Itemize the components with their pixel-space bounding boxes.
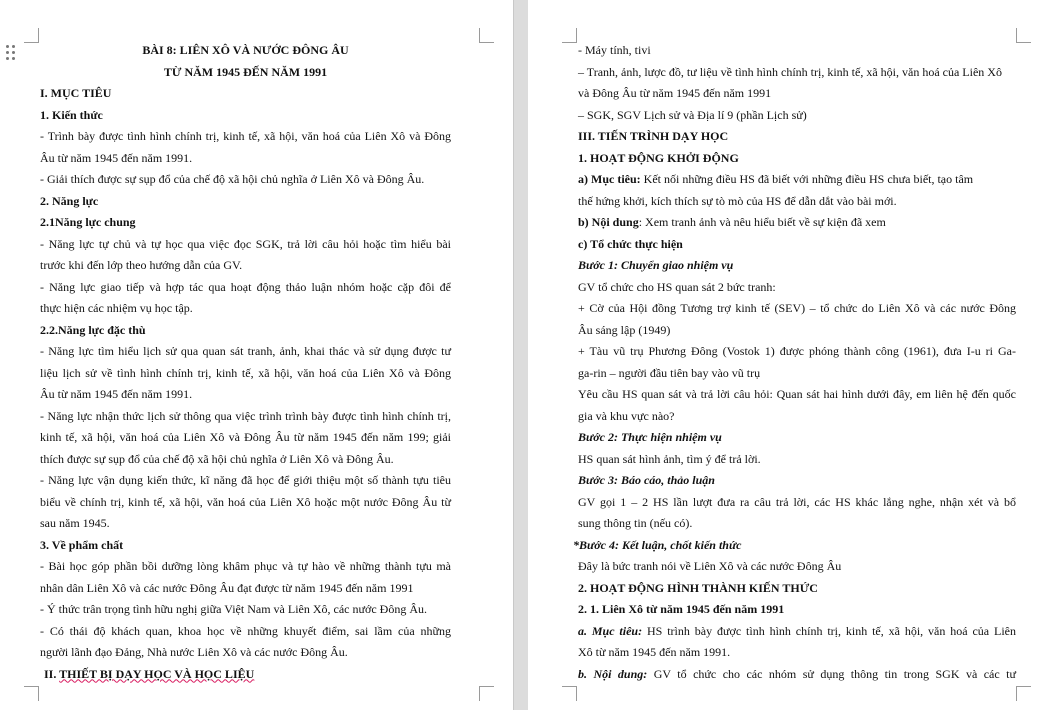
crop-mark-bottom-right [1016,686,1031,701]
section-number: II. [44,666,60,681]
text-line: thế hứng khởi, kích thích sự tò mò của HS để dẫn dắt vào bài mới. [578,193,897,208]
text-line: - Năng lực tìm hiểu lịch sử qua quan sát tranh, ảnh, khai thác và sử dụng được tư [40,344,451,358]
text-line: Yêu cầu HS quan sát và trả lời câu hỏi: Quan sát hai hình dưới đây, em liên hệ đến quốc [578,387,1016,401]
step-heading: *Bước 4: Kết luận, chốt kiến thức [573,537,742,552]
right-page-text[interactable] [573,40,1017,685]
text-line: b) Nội dung: Xem tranh ảnh và nêu hiểu biết về sự kiện đã xem [578,215,886,229]
left-page [0,0,513,710]
text-line: b. Nội dung: GV tổ chức cho các nhóm sử dụng thông tin trong SGK và các tư [578,666,1017,681]
text-line: - Trình bày được tình hình chính trị, kinh tế, xã hội, văn hoá của Liên Xô và Đông [40,129,451,143]
text-line: - Năng lực nhận thức lịch sử thông qua việc trình trình bày được tình hình chính trị, [40,408,451,423]
text-line: - Giải thích được sự sụp đổ của chế độ xã hội chủ nghĩa ở Liên Xô và Đông Âu. [40,172,425,186]
text-line: ga-rin – người đầu tiên bay vào vũ trụ [578,365,761,380]
heading: 2. HOẠT ĐỘNG HÌNH THÀNH KIẾN THỨC [578,580,818,595]
heading: I. MỤC TIÊU [40,86,112,100]
text-line: – Tranh, ảnh, lược đồ, tư liệu về tình hình chính trị, kinh tế, xã hội, văn hoá của Liên Xô [578,64,1002,79]
text-line: - Bài học góp phần bồi dưỡng lòng khâm phục và tự hào về những thành tựu mà [40,559,451,573]
text-line: thích được sự sụp đổ của chế độ xã hội chủ nghĩa ở Liên Xô và Đông Âu. [40,451,394,466]
crop-mark-bottom-right [479,686,494,701]
crop-mark-top-right [479,28,494,43]
heading: TỪ NĂM 1945 ĐẾN NĂM 1991 [163,64,328,79]
heading: III. TIẾN TRÌNH DẠY HỌC [578,129,729,143]
text-line: – SGK, SGV Lịch sử và Địa lí 9 (phần Lịch sử) [578,107,807,122]
step-heading: Bước 3: Báo cáo, thảo luận [578,473,715,487]
text-line: biểu về chính trị, kinh tế, xã hội, văn hoá của Liên Xô hoặc một nước Đông Âu từ [40,494,451,509]
text-line: - Máy tính, tivi [578,43,651,57]
text-line: thực hiện các nhiệm vụ học tập. [40,301,193,315]
section-heading [40,664,451,686]
text-line: người lãnh đạo Đảng, Nhà nước Liên Xô và các nước Đông Âu. [40,645,348,659]
text-line: liệu lịch sử về tình hình chính trị, kinh tế, xã hội, văn hoá của Liên Xô và Đông [40,365,451,380]
crop-mark-top-left [562,28,577,43]
step-heading: Bước 1: Chuyển giao nhiệm vụ [578,258,734,272]
text-line: GV tổ chức cho HS quan sát 2 bức tranh: [578,279,776,294]
text-line: - Năng lực tự chủ và tự học qua việc đọc SGK, trả lời câu hỏi hoặc tìm hiểu bài [40,236,451,251]
subheading: 2. 1. Liên Xô từ năm 1945 đến năm 1991 [578,602,785,616]
crop-mark-bottom-left [562,686,577,701]
text-line: Âu từ năm 1945 đến năm 1991. [40,150,193,165]
text-line: Xô từ năm 1945 đến năm 1991. [578,645,731,659]
heading: c) Tổ chức thực hiện [578,236,683,251]
text-line: - Năng lực giao tiếp và hợp tác qua hoạt động thảo luận nhóm hoặc cặp đôi để [40,279,451,294]
section-title: THIẾT BỊ DẠY HỌC VÀ HỌC LIỆU [59,666,255,681]
drag-handle-icon[interactable] [6,45,16,61]
text-line: a. Mục tiêu: HS trình bày được tình hình chính trị, kinh tế, xã hội, văn hoá của Liên [578,623,1017,638]
heading: 2. Năng lực [40,193,99,208]
text-line: kinh tế, xã hội, văn hoá của Liên Xô và Đông Âu từ năm 1945 đến năm 199; giải [40,430,451,444]
text-line: - Năng lực vận dụng kiến thức, kĩ năng đã học để giới thiệu một số thành tựu tiêu [40,473,451,487]
text-line: gia và khu vực nào? [578,408,675,423]
right-page [528,0,1048,710]
left-page-text[interactable] [40,40,451,685]
text-line: - Ý thức trân trọng tình hữu nghị giữa Việt Nam và Liên Xô, các nước Đông Âu. [40,602,427,616]
text-line: trước khi đến lớp theo hướng dẫn của GV. [40,258,243,272]
heading: BÀI 8: LIÊN XÔ VÀ NƯỚC ĐÔNG ÂU [142,43,349,57]
heading: 3. Về phẩm chất [40,537,124,552]
heading: 2.1Năng lực chung [40,215,136,229]
crop-mark-bottom-left [24,686,39,701]
text-line: Âu sáng lập (1949) [578,322,671,337]
text-line: nhân dân Liên Xô và các nước Đông Âu đạt được từ năm 1945 đến năm 1991 [40,580,414,595]
heading: 2.2.Năng lực đặc thù [40,322,146,337]
text-line: Âu từ năm 1945 đến năm 1991. [40,387,193,401]
text-line: HS quan sát hình ảnh, tìm ý để trả lời. [578,451,761,466]
text-line: Đây là bức tranh nói về Liên Xô và các nước Đông Âu [578,559,842,573]
step-heading: Bước 2: Thực hiện nhiệm vụ [578,430,722,444]
heading: 1. HOẠT ĐỘNG KHỞI ĐỘNG [578,150,739,165]
text-line: + Cờ của Hội đồng Tương trợ kinh tế (SEV) – tổ chức do Liên Xô và các nước Đông [578,301,1016,315]
text-line: + Tàu vũ trụ Phương Đông (Vostok 1) được phóng thành công (1961), đưa I-u ri Ga- [578,344,1016,358]
text-line: a) Mục tiêu: Kết nối những điều HS đã biết với những điều HS chưa biết, tạo tâm [578,172,974,186]
text-line: và Đông Âu từ năm 1945 đến năm 1991 [578,86,772,100]
crop-mark-top-right [1016,28,1031,43]
crop-mark-top-left [24,28,39,43]
heading: 1. Kiến thức [40,107,103,122]
text-line: - Có thái độ khách quan, khoa học về những khuyết điểm, sai lầm của những [40,623,451,638]
text-line: sau năm 1945. [40,516,110,530]
text-line: GV gọi 1 – 2 HS lần lượt đưa ra câu trả lời, các HS khác lắng nghe, nhận xét và bổ [578,494,1016,509]
text-line: sung thông tin (nếu có). [578,516,693,530]
